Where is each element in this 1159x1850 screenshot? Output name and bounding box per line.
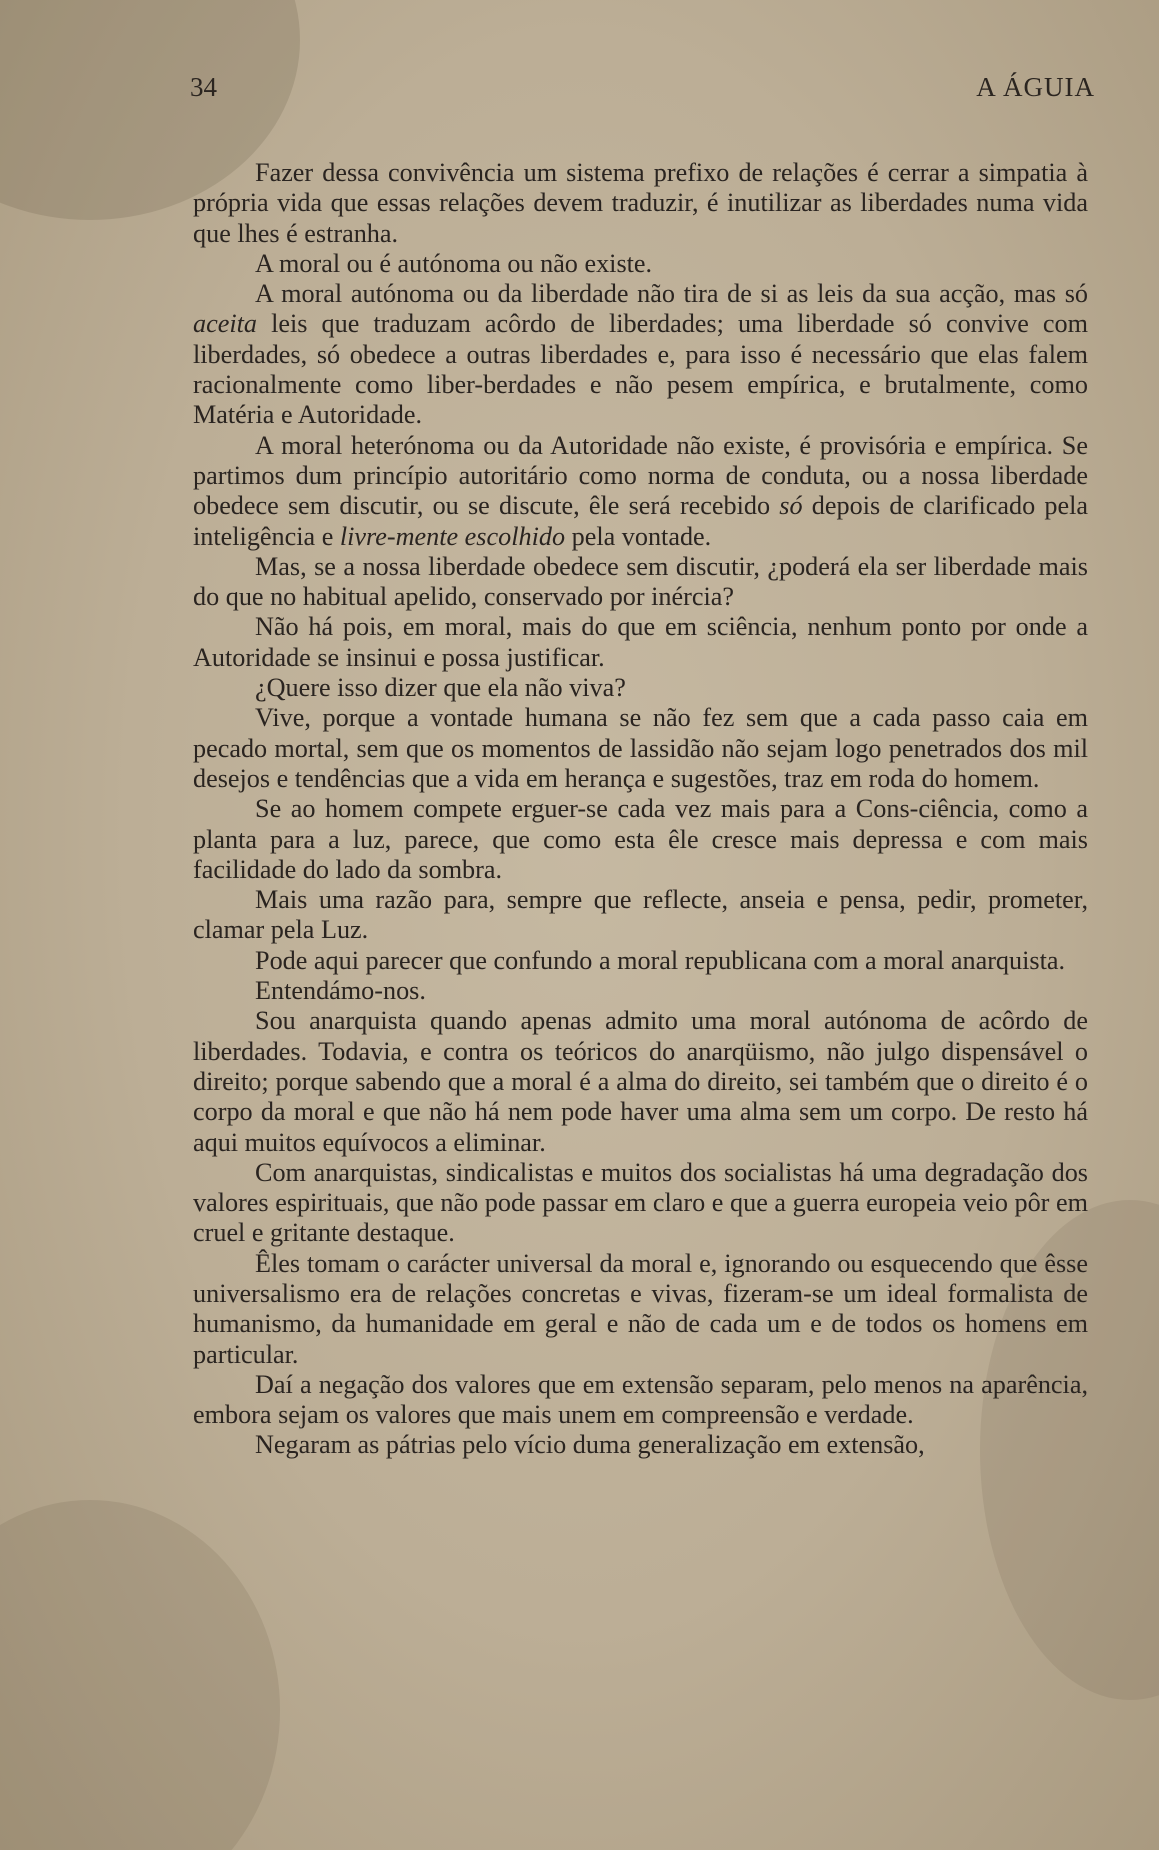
text-run: A moral heterónoma ou da Autoridade não existe, é provisória e empírica. Se partimos dum princípio autoritário como norma de conduta, ou a nossa liberdade obedece sem discutir, ou se discute, êle será recebido <box>193 430 1088 521</box>
emphasis: só <box>779 491 803 521</box>
paragraph: Com anarquistas, sindicalistas e muitos dos socialistas há uma degradação dos valores espirituais, que não pode passar em claro e que a guerra europeia veio pôr em cruel e gritante destaque. <box>193 1157 1088 1248</box>
page-number: 34 <box>190 72 217 102</box>
emphasis: aceita <box>193 309 257 339</box>
text-run: pela vontade. <box>571 521 712 551</box>
paragraph: Vive, porque a vontade humana se não fez sem que a cada passo caia em pecado mortal, sem que os momentos de lassidão não sejam logo penetrados dos mil desejos e tendências que a vida em herança e sugestões, traz em roda do homem. <box>193 703 1088 793</box>
paragraph: Não há pois, em moral, mais do que em sciência, nenhum ponto por onde a Autoridade se insinui e possa justificar. <box>193 612 1088 672</box>
paragraph: Daí a negação dos valores que em extensão separam, pelo menos na aparência, embora sejam os valores que mais unem em compreensão e verdade. <box>193 1369 1088 1430</box>
text-run: leis que traduzam acôrdo de liberdades; uma liberdade só convive com liberdades, só obedece a outras liberdades e, para isso é necessário que elas falem racionalmente como liber-berdades e não pesem empírica, e brutalmente, como Matéria e Autoridade. <box>193 309 1089 430</box>
paper-stain <box>0 1500 280 1850</box>
paragraph: Mais uma razão para, sempre que reflecte, anseia e pensa, pedir, prometer, clamar pela Luz. <box>193 885 1088 945</box>
paragraph: Fazer dessa convivência um sistema prefixo de relações é cerrar a simpatia à própria vida que essas relações devem traduzir, é inutilizar as liberdades numa vida que lhes é estranha. <box>193 158 1088 248</box>
running-title: A ÁGUIA <box>976 72 1095 102</box>
paragraph: Entendámo-nos. <box>255 976 426 1006</box>
paragraph <box>193 431 1088 552</box>
paragraph: Mas, se a nossa liberdade obedece sem discutir, ¿poderá ela ser liberdade mais do que no habitual apelido, conservado por inércia? <box>193 551 1088 612</box>
body-text <box>193 158 1088 1461</box>
paragraph: A moral ou é autónoma ou não existe. <box>255 248 653 278</box>
paragraph <box>193 279 1088 430</box>
paragraph: Pode aqui parecer que confundo a moral republicana com a moral anarquista. <box>255 945 1066 975</box>
text-run: depois de clarificado pela inteligência e <box>193 491 1089 551</box>
paragraph: Negaram as pátrias pelo vício duma generalização em extensão, <box>255 1430 925 1460</box>
emphasis: livre-mente escolhido <box>339 521 566 551</box>
paragraph: Sou anarquista quando apenas admito uma moral autónoma de acôrdo de liberdades. Todavia, e contra os teóricos do anarqüismo, não julgo dispensável o direito; porque sabendo que a moral é a alma do direito, sei também que o direito é o corpo da moral e que não há nem pode haver uma alma sem um corpo. De resto há aqui muitos equívocos a eliminar. <box>193 1006 1088 1157</box>
text-run: A moral autónoma ou da liberdade não tira de si as leis da sua acção, mas só <box>255 279 1088 309</box>
paragraph: ¿Quere isso dizer que ela não viva? <box>255 673 626 703</box>
page-header <box>190 72 1095 112</box>
paragraph: Se ao homem compete erguer-se cada vez mais para a Cons-ciência, como a planta para a luz, parece, que como esta êle cresce mais depressa e com mais facilidade do lado da sombra. <box>193 794 1088 884</box>
paragraph: Êles tomam o carácter universal da moral e, ignorando ou esquecendo que êsse universalismo era de relações concretas e vivas, fizeram-se um ideal formalista de humanismo, da humanidade em geral e não de cada um e de todos os homens em particular. <box>193 1248 1088 1369</box>
